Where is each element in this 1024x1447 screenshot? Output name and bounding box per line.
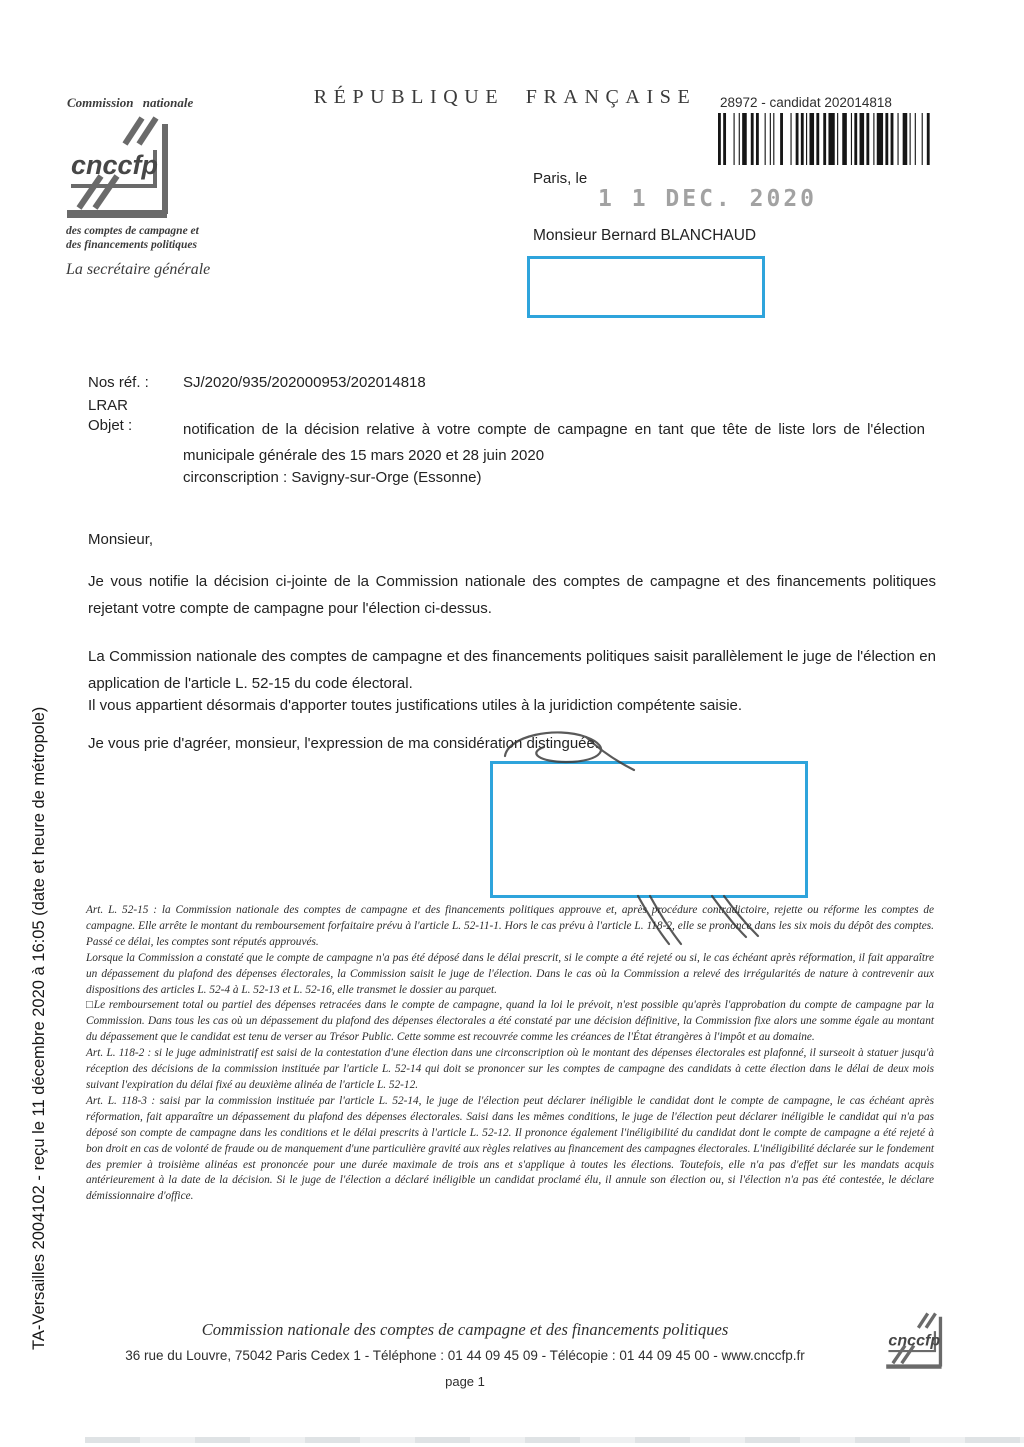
barcode-icon [718, 113, 932, 165]
body-paragraph-2b: Il vous appartient désormais d'apporter toutes justifications utiles à la juridiction compétente saisie. [88, 697, 743, 714]
ta-versailles-vertical-note: TA-Versailles 2004102 - reçu le 11 décembre 2020 à 16:05 (date et heure de métropole) [30, 706, 48, 1350]
ref-label: Nos réf. : [88, 374, 149, 391]
legal-art-118-2: Art. L. 118-2 : si le juge administratif est saisi de la contestation d'une élection dans une circonscription où le montant des dépenses électorales est plafonné, il surseoit à statuer jusqu'à réception des décisions de la commission instituée par l'article L. 52-14 qui doit se prononcer sur les comptes de campagne des candidats à cette élection dans le délai de deux mois suivant l'expiration du délai fixé au deuxième alinéa de l'article L. 52-12. [86, 1047, 934, 1091]
legal-footnotes [86, 903, 934, 1205]
body-paragraph-1: Je vous notifie la décision ci-jointe de la Commission nationale des comptes de campagne et des financements politiques rejetant votre compte de campagne pour l'élection ci-dessus. [88, 573, 936, 617]
legal-commission-constate: Lorsque la Commission a constaté que le compte de campagne n'a pas été déposé dans le délai prescrit, si le compte a été rejeté ou si, le cas échéant après réformation, il fait apparaître un dépassement du plafond des dépenses électorales, la Commission saisit le juge de l'élection. Dans le cas où la Commission a relevé des irrégularités de nature à contrevenir aux dispositions des articles L. 52-4 à L. 52-13 et L. 52-16, elle transmet le dossier au parquet. [86, 951, 934, 996]
logo-acronym: cnccfp [71, 150, 159, 180]
closing-line: Je vous prie d'agréer, monsieur, l'expression de ma considération distinguée. [88, 735, 600, 752]
date-stamp: 1 1 DEC. 2020 [598, 186, 818, 212]
place-line: Paris, le [533, 170, 588, 187]
org-name-bottom [66, 224, 199, 252]
sender-title: La secrétaire générale [66, 261, 211, 278]
lrar-label: LRAR [88, 397, 129, 414]
footer-org-name: Commission nationale des comptes de campagne et des financements politiques [201, 1320, 729, 1339]
objet-label: Objet : [88, 417, 133, 434]
recipient-name: Monsieur Bernard BLANCHAUD [533, 227, 757, 244]
cnccfp-logo [63, 112, 175, 220]
salutation: Monsieur, [88, 531, 154, 548]
org-bottom-line1: des comptes de campagne et [66, 225, 199, 237]
objet-circonscription: circonscription : Savigny-sur-Orge (Essonne) [183, 469, 482, 486]
page-number: page 1 [445, 1374, 485, 1389]
org-bottom-line2: des financements politiques [66, 239, 197, 251]
scan-artifact-band [85, 1437, 1024, 1443]
republique-francaise-heading: RÉPUBLIQUE FRANÇAISE [313, 86, 697, 108]
footer-address-line: 36 rue du Louvre, 75042 Paris Cedex 1 - Téléphone : 01 44 09 45 09 - Télécopie : 01 44 09 45 00 - www.cnccfp.fr [125, 1348, 805, 1363]
objet-text: notification de la décision relative à votre compte de campagne en tant que tête de liste lors de l'élection municipale générale des 15 mars 2020 et 28 juin 2020 [183, 421, 925, 464]
cnccfp-footer-logo [884, 1310, 946, 1370]
address-redaction-box [527, 256, 765, 318]
legal-art-118-3: Art. L. 118-3 : saisi par la commission instituée par l'article L. 52-14, le juge de l'élection peut déclarer inéligible le candidat dont le compte de campagne, le cas échéant après réformation, fait apparaître un dépassement du plafond des dépenses électorales. Saisi dans les mêmes conditions, le juge de l'élection peut déclarer inéligible le candidat qui n'a pas déposé son compte de campagne dans les conditions et le délai prescrits à l'article L. 52-12. Il prononce également l'inéligibilité du candidat dont le compte de campagne a été rejeté à bon droit en cas de volonté de fraude ou de manquement d'une particulière gravité aux règles relatives au financement des campagnes électorales. L'inéligibilité déclarée sur le fondement des premier à troisième alinéas est prononcée pour une durée maximale de trois ans et s'applique à toutes les élections. Toutefois, elle n'a pas d'effet sur les mandats acquis antérieurement à la date de la décision. Si le juge de l'élection a déclaré inéligible un candidat proclamé élu, il annule son élection ou, si l'élection n'a pas été contestée, le déclare démissionnaire d'office. [86, 1094, 934, 1203]
ref-value: SJ/2020/935/202000953/202014818 [183, 374, 426, 391]
footer-logo-acronym: cnccfp [888, 1331, 941, 1350]
signature-redaction-box [490, 761, 808, 898]
legal-remboursement: □Le remboursement total ou partiel des dépenses retracées dans le compte de campagne, quand la loi le prévoit, n'est possible qu'après l'approbation du compte de campagne par la Commission. Dans tous les cas où un dépassement du plafond des dépenses électorales a été constaté par une décision définitive, la Commission fixe alors une somme égale au montant du dépassement que le candidat est tenu de verser au Trésor Public. Cette somme est recouvrée comme les créances de l'État étrangères à l'impôt et au domaine. [86, 999, 934, 1044]
body-paragraph-2a: La Commission nationale des comptes de campagne et des financements politiques saisit parallèlement le juge de l'élection en application de l'article L. 52-15 du code électoral. [88, 648, 936, 692]
legal-art-52-15: Art. L. 52-15 : la Commission nationale des comptes de campagne et des financements politiques approuve et, après procédure contradictoire, rejette ou réforme les comptes de campagne. Elle arrête le montant du remboursement forfaitaire prévu à l'article L. 52-11-1. Hors le cas prévu à l'article L. 118-2, elle se prononce dans les six mois du dépôt des comptes. Passé ce délai, les comptes sont réputés approuvés. [86, 904, 934, 948]
barcode-label: 28972 - candidat 202014818 [720, 95, 892, 110]
org-name-top: Commission nationale [67, 95, 194, 110]
